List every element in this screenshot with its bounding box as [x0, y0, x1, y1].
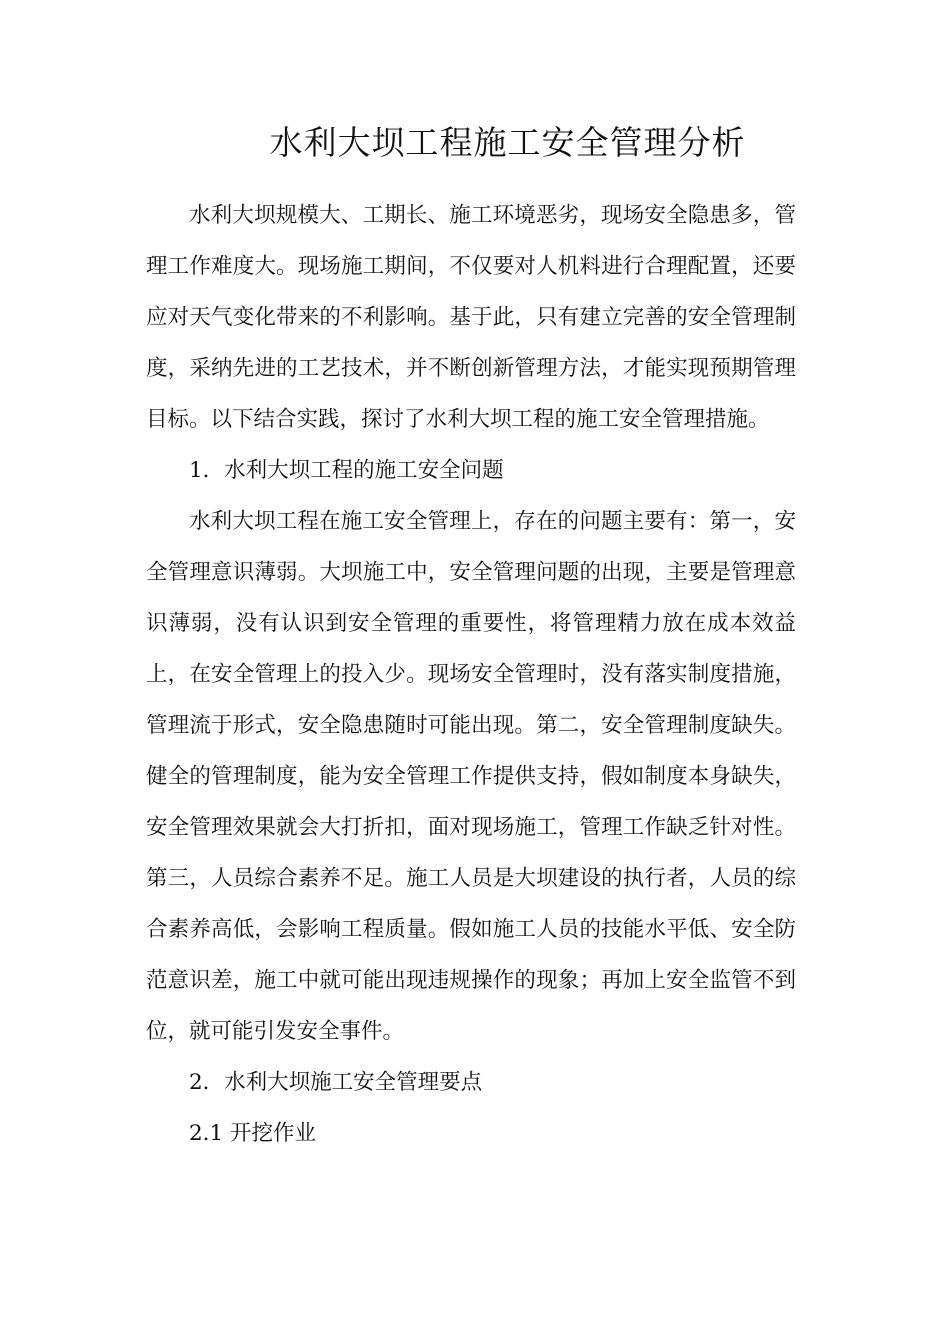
- section-2-1-heading: 2.1 开挖作业: [189, 1121, 317, 1146]
- intro-paragraph: 水利大坝规模大、工期长、施工环境恶劣，现场安全隐患多，管理工作难度大。现场施工期间，不仅要对人机料进行合理配置，还要应对天气变化带来的不利影响。基于此，只有建立完善的安全管理制度，采纳先进的工艺技术，并不断创新管理方法，才能实现预期管理目标。以下结合实践，探讨了水利大坝工程的施工安全管理措施。: [146, 203, 796, 432]
- section-2-heading: 2．水利大坝施工安全管理要点: [189, 1070, 483, 1095]
- section-1-paragraph: 水利大坝工程在施工安全管理上，存在的问题主要有：第一，安全管理意识薄弱。大坝施工中，安全管理问题的出现，主要是管理意识薄弱，没有认识到安全管理的重要性，将管理精力放在成本效益上，在安全管理上的投入少。现场安全管理时，没有落实制度措施，管理流于形式，安全隐患随时可能出现。第二，安全管理制度缺失。健全的管理制度，能为安全管理工作提供支持，假如制度本身缺失，安全管理效果就会大打折扣，面对现场施工，管理工作缺乏针对性。第三，人员综合素养不足。施工人员是大坝建设的执行者，人员的综合素养高低，会影响工程质量。假如施工人员的技能水平低、安全防范意识差，施工中就可能出现违规操作的现象；再加上安全监管不到位，就可能引发安全事件。: [146, 509, 796, 1044]
- section-1-heading: 1．水利大坝工程的施工安全问题: [189, 458, 504, 483]
- document-title: 水利大坝工程施工安全管理分析: [269, 123, 746, 162]
- document-body: [146, 190, 796, 1159]
